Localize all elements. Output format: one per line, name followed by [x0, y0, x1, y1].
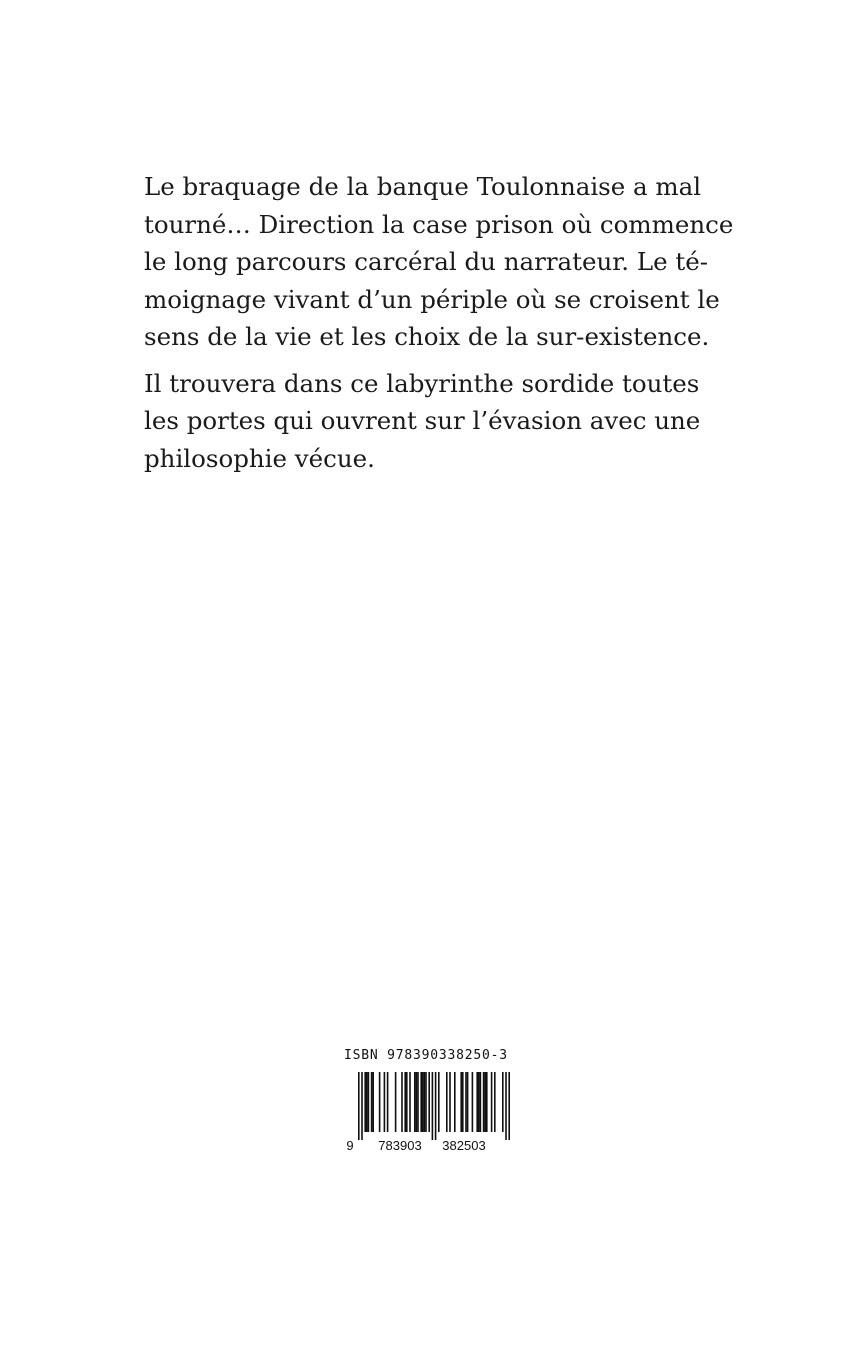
isbn-barcode [344, 1072, 514, 1152]
blurb-line: philosophie vécue. [144, 443, 375, 473]
barcode-bar [465, 1072, 467, 1132]
barcode-bar [420, 1072, 422, 1132]
barcode-left-digits: 783903 [378, 1138, 422, 1152]
barcode-bar [446, 1072, 448, 1132]
barcode-guard-bar [505, 1072, 507, 1140]
barcode-bar [480, 1072, 482, 1132]
barcode-bar [379, 1072, 381, 1132]
barcode-bars [358, 1072, 510, 1140]
blurb-line: Le braquage de la banque Toulonnaise a mal [144, 172, 702, 201]
barcode-bar [384, 1072, 386, 1132]
barcode-bar [395, 1072, 397, 1132]
barcode-bar [414, 1072, 416, 1132]
barcode-bar [483, 1072, 485, 1132]
barcode-guard-bar [361, 1072, 363, 1140]
barcode-bar [422, 1072, 424, 1132]
barcode-bar [502, 1072, 504, 1132]
barcode-bar [486, 1072, 488, 1132]
barcode-bar [424, 1072, 426, 1132]
barcode-right-digits: 382503 [442, 1138, 486, 1152]
barcode-bar [404, 1072, 406, 1132]
blurb-line: tourné… Direction la case prison où commence [144, 209, 734, 239]
barcode-bar [364, 1072, 366, 1132]
blurb-line: les portes qui ouvrent sur l’évasion avec une [144, 406, 701, 435]
barcode-guard-bar [508, 1072, 510, 1140]
barcode-bar [454, 1072, 456, 1132]
barcode-bar [462, 1072, 464, 1132]
barcode-bar [425, 1072, 427, 1132]
blurb-line: Il trouvera dans ce labyrinthe sordide toutes [144, 368, 700, 398]
barcode-bar [494, 1072, 496, 1132]
blurb-paragraph-1 [144, 168, 734, 356]
barcode-bar [368, 1072, 370, 1132]
barcode-bar [460, 1072, 462, 1132]
barcode-bar [467, 1072, 469, 1132]
barcode-first-digit: 9 [346, 1138, 354, 1152]
blurb-line: sens de la vie et les choix de la sur-existence. [144, 322, 710, 351]
barcode-bar [428, 1072, 430, 1132]
barcode-bar [371, 1072, 373, 1132]
barcode-bar [476, 1072, 478, 1132]
barcode-bar [409, 1072, 411, 1132]
barcode-bar [401, 1072, 403, 1132]
barcode-guard-bar [358, 1072, 360, 1140]
barcode-bar [472, 1072, 474, 1132]
barcode-bar [416, 1072, 418, 1132]
blurb-line: moignage vivant d’un périple où se croisent le [144, 284, 720, 314]
isbn-block [344, 1048, 514, 1152]
barcode-bar [387, 1072, 389, 1132]
barcode-guard-bar [435, 1072, 437, 1140]
barcode-bar [417, 1072, 419, 1132]
back-cover-blurb [144, 168, 734, 486]
barcode-bar [372, 1072, 374, 1132]
blurb-line: le long parcours carcéral du narrateur. Le té- [144, 247, 709, 276]
barcode-bar [406, 1072, 408, 1132]
isbn-text: ISBN 978390338250-3 [344, 1048, 508, 1063]
barcode-bar [478, 1072, 480, 1132]
blurb-paragraph-2 [144, 365, 710, 478]
barcode-guard-bar [432, 1072, 434, 1140]
barcode-bar [491, 1072, 493, 1132]
barcode-bar [366, 1072, 368, 1132]
barcode-bar [484, 1072, 486, 1132]
barcode-bar [438, 1072, 440, 1132]
barcode-bar [449, 1072, 451, 1132]
